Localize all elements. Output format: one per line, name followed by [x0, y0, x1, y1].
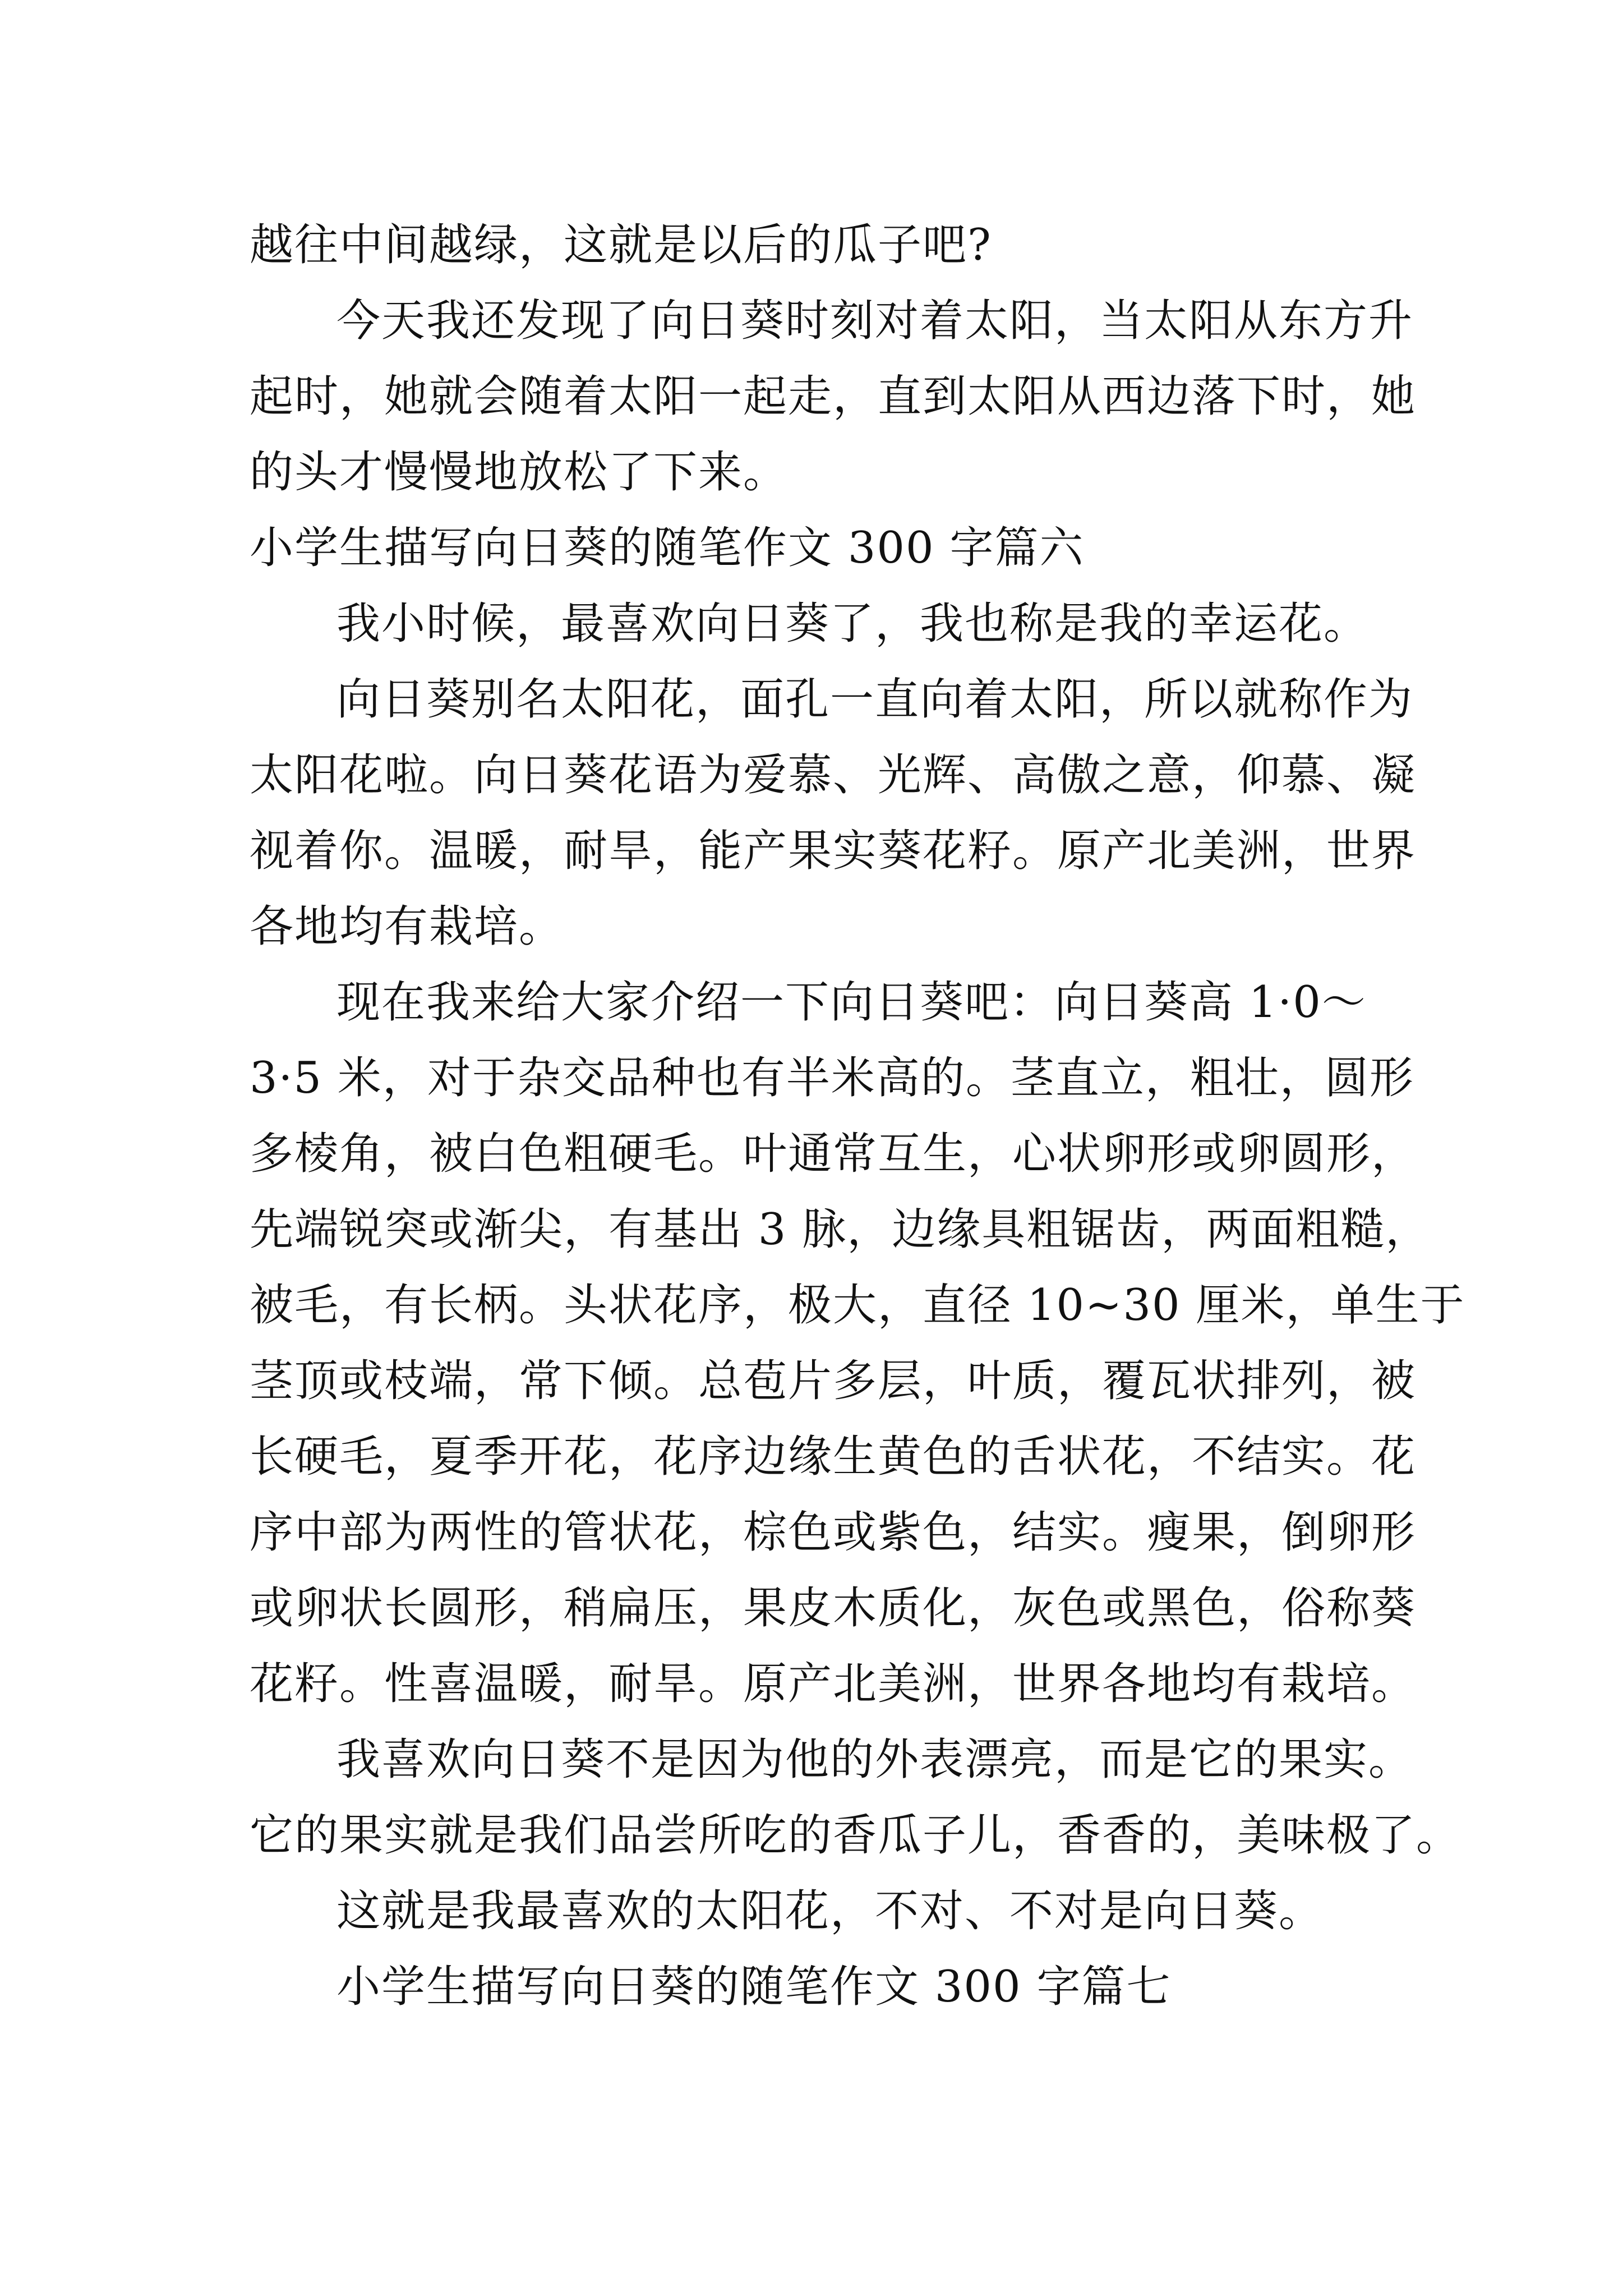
- text-line-12: 3·5 米，对于杂交品种也有半米高的。茎直立，粗壮，圆形: [250, 1053, 1414, 1103]
- text-line-13: 多棱角，被白色粗硬毛。叶通常互生，心状卵形或卵圆形，: [250, 1129, 1417, 1179]
- text-line-14: 先端锐突或渐尖，有基出 3 脉，边缘具粗锯齿，两面粗糙，: [250, 1204, 1431, 1255]
- text-line-7: 向日葵别名太阳花，面孔一直向着太阳，所以就称作为: [336, 674, 1414, 725]
- text-line-8: 太阳花啦。向日葵花语为爱慕、光辉、高傲之意，仰慕、凝: [250, 750, 1417, 800]
- text-line-21: 我喜欢向日葵不是因为他的外表漂亮，而是它的果实。: [336, 1734, 1414, 1785]
- text-line-10: 各地均有栽培。: [250, 901, 564, 952]
- text-line-19: 或卵状长圆形，稍扁压，果皮木质化，灰色或黑色，俗称葵: [250, 1583, 1417, 1634]
- text-line-18: 序中部为两性的管状花，棕色或紫色，结实。瘦果，倒卵形: [250, 1507, 1417, 1558]
- text-line-3: 起时，她就会随着太阳一起走，直到太阳从西边落下时，她: [250, 371, 1417, 422]
- text-line-20: 花籽。性喜温暖，耐旱。原产北美洲，世界各地均有栽培。: [250, 1659, 1417, 1709]
- text-line-4: 的头才慢慢地放松了下来。: [250, 447, 789, 498]
- text-line-17: 长硬毛，夏季开花，花序边缘生黄色的舌状花，不结实。花: [250, 1432, 1417, 1482]
- section-heading-7: 小学生描写向日葵的随笔作文 300 字篇七: [336, 1962, 1172, 2012]
- text-line-2: 今天我还发现了向日葵时刻对着太阳，当太阳从东方升: [336, 296, 1414, 346]
- text-line-22: 它的果实就是我们品尝所吃的香瓜子儿，香香的，美味极了。: [250, 1810, 1461, 1861]
- text-line-9: 视着你。温暖，耐旱，能产果实葵花籽。原产北美洲，世界: [250, 826, 1417, 876]
- text-line-11: 现在我来给大家介绍一下向日葵吧：向日葵高 1·0～: [336, 977, 1367, 1028]
- section-heading-6: 小学生描写向日葵的随笔作文 300 字篇六: [250, 523, 1085, 573]
- text-line-16: 茎顶或枝端，常下倾。总苞片多层，叶质，覆瓦状排列，被: [250, 1356, 1417, 1406]
- text-line-6: 我小时候，最喜欢向日葵了，我也称是我的幸运花。: [336, 599, 1369, 649]
- text-line-1: 越往中间越绿，这就是以后的瓜子吧?: [250, 220, 992, 270]
- text-line-15: 被毛，有长柄。头状花序，极大，直径 10~30 厘米，单生于: [250, 1280, 1465, 1331]
- text-line-23: 这就是我最喜欢的太阳花，不对、不对是向日葵。: [336, 1886, 1324, 1936]
